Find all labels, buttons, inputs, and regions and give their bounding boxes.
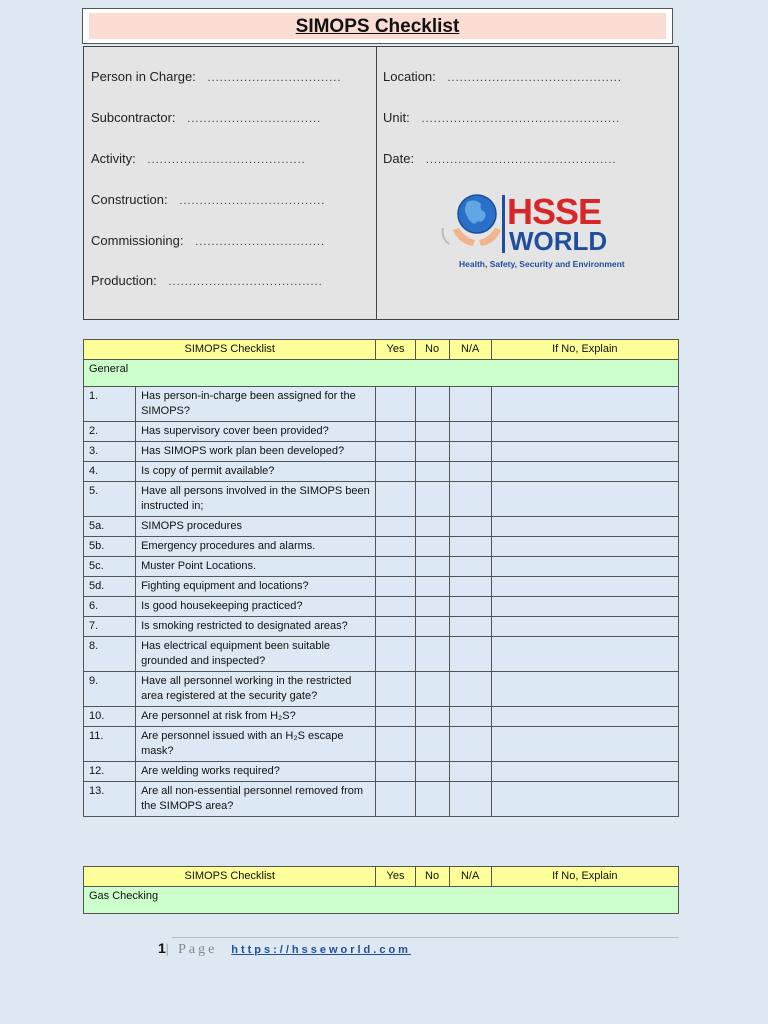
section-row-gas	[84, 887, 679, 914]
explain-cell[interactable]	[491, 577, 678, 597]
na-cell[interactable]	[449, 597, 491, 617]
yes-cell[interactable]	[376, 557, 415, 577]
no-cell[interactable]	[415, 387, 449, 422]
table-header-row	[84, 867, 679, 887]
explain-cell[interactable]	[491, 727, 678, 762]
item-number: 4.	[84, 462, 136, 482]
no-cell[interactable]	[415, 557, 449, 577]
no-cell[interactable]	[415, 517, 449, 537]
section-label-general: General	[84, 360, 679, 387]
explain-cell[interactable]	[491, 597, 678, 617]
item-number: 5d.	[84, 577, 136, 597]
date-label: Date:	[383, 151, 415, 166]
general-checklist-table	[83, 339, 679, 817]
na-cell[interactable]	[449, 637, 491, 672]
na-cell[interactable]	[449, 577, 491, 597]
item-question: Are all non-essential personnel removed from the SIMOPS area?	[136, 782, 376, 817]
explain-cell[interactable]	[491, 557, 678, 577]
na-cell[interactable]	[449, 727, 491, 762]
no-cell[interactable]	[415, 782, 449, 817]
person-in-charge-label: Person in Charge:	[91, 69, 196, 84]
explain-cell[interactable]	[491, 422, 678, 442]
checklist-row	[84, 577, 679, 597]
checklist-row	[84, 672, 679, 707]
no-cell[interactable]	[415, 422, 449, 442]
item-number: 9.	[84, 672, 136, 707]
fill-line: .................................................	[413, 113, 621, 125]
page-word: | Page	[165, 942, 218, 957]
footer-rule	[172, 937, 679, 938]
logo-brand-top: HSSE	[507, 191, 602, 232]
explain-cell[interactable]	[491, 517, 678, 537]
commissioning-field	[91, 233, 325, 248]
person-in-charge-field	[91, 69, 341, 84]
header-na: N/A	[449, 340, 491, 360]
yes-cell[interactable]	[376, 597, 415, 617]
checklist-row	[84, 422, 679, 442]
activity-field	[91, 151, 306, 166]
yes-cell[interactable]	[376, 707, 415, 727]
gas-checklist-table	[83, 866, 679, 914]
fill-line: ...........................................	[439, 72, 622, 84]
item-number: 3.	[84, 442, 136, 462]
item-question: Have all persons involved in the SIMOPS been instructed in;	[136, 482, 376, 517]
checklist-row	[84, 637, 679, 672]
item-number: 7.	[84, 617, 136, 637]
no-cell[interactable]	[415, 577, 449, 597]
checklist-row	[84, 537, 679, 557]
unit-label: Unit:	[383, 110, 410, 125]
explain-cell[interactable]	[491, 537, 678, 557]
info-box	[83, 46, 679, 320]
na-cell[interactable]	[449, 482, 491, 517]
title-box	[82, 8, 673, 44]
location-label: Location:	[383, 69, 436, 84]
no-cell[interactable]	[415, 707, 449, 727]
date-field	[383, 151, 616, 166]
page-footer	[158, 940, 411, 958]
item-question: Has supervisory cover been provided?	[136, 422, 376, 442]
header-no: No	[415, 867, 449, 887]
yes-cell[interactable]	[376, 577, 415, 597]
checklist-row	[84, 462, 679, 482]
item-number: 13.	[84, 782, 136, 817]
page-title	[89, 13, 666, 39]
na-cell[interactable]	[449, 422, 491, 442]
na-cell[interactable]	[449, 387, 491, 422]
item-number: 1.	[84, 387, 136, 422]
section-row-general	[84, 360, 679, 387]
explain-cell[interactable]	[491, 762, 678, 782]
na-cell[interactable]	[449, 617, 491, 637]
explain-cell[interactable]	[491, 482, 678, 517]
checklist-row	[84, 617, 679, 637]
header-yes: Yes	[376, 867, 415, 887]
explain-cell[interactable]	[491, 617, 678, 637]
subcontractor-field	[91, 110, 321, 125]
no-cell[interactable]	[415, 537, 449, 557]
unit-field	[383, 110, 620, 125]
production-field	[91, 273, 323, 288]
explain-cell[interactable]	[491, 387, 678, 422]
info-divider	[376, 47, 377, 319]
subcontractor-label: Subcontractor:	[91, 110, 176, 125]
logo-tagline: Health, Safety, Security and Environment	[459, 259, 625, 269]
na-cell[interactable]	[449, 442, 491, 462]
yes-cell[interactable]	[376, 762, 415, 782]
explain-cell[interactable]	[491, 462, 678, 482]
item-number: 5b.	[84, 537, 136, 557]
fill-line: .................................	[199, 72, 342, 84]
fill-line: ......................................	[160, 276, 323, 288]
yes-cell[interactable]	[376, 462, 415, 482]
na-cell[interactable]	[449, 782, 491, 817]
logo-brand-bottom: WORLD	[509, 226, 608, 256]
header-checklist: SIMOPS Checklist	[84, 867, 376, 887]
hsse-world-logo	[439, 191, 625, 272]
item-question: Is good housekeeping practiced?	[136, 597, 376, 617]
explain-cell[interactable]	[491, 672, 678, 707]
item-question: Emergency procedures and alarms.	[136, 537, 376, 557]
item-question: SIMOPS procedures	[136, 517, 376, 537]
logo-divider	[502, 195, 505, 253]
no-cell[interactable]	[415, 672, 449, 707]
na-cell[interactable]	[449, 517, 491, 537]
item-question: Has electrical equipment been suitable grounded and inspected?	[136, 637, 376, 672]
item-question: Are personnel at risk from H₂S?	[136, 707, 376, 727]
yes-cell[interactable]	[376, 442, 415, 462]
item-number: 10.	[84, 707, 136, 727]
construction-field	[91, 192, 325, 207]
no-cell[interactable]	[415, 462, 449, 482]
activity-label: Activity:	[91, 151, 136, 166]
yes-cell[interactable]	[376, 482, 415, 517]
checklist-row	[84, 782, 679, 817]
no-cell[interactable]	[415, 762, 449, 782]
table-header-row	[84, 340, 679, 360]
checklist-row	[84, 557, 679, 577]
item-number: 2.	[84, 422, 136, 442]
header-explain: If No, Explain	[491, 340, 678, 360]
fill-line: .................................	[179, 113, 322, 125]
na-cell[interactable]	[449, 557, 491, 577]
fill-line: ....................................	[171, 195, 326, 207]
na-cell[interactable]	[449, 537, 491, 557]
no-cell[interactable]	[415, 442, 449, 462]
item-number: 8.	[84, 637, 136, 672]
item-question: Are welding works required?	[136, 762, 376, 782]
yes-cell[interactable]	[376, 537, 415, 557]
fill-line: .......................................	[139, 154, 306, 166]
checklist-row	[84, 597, 679, 617]
yes-cell[interactable]	[376, 617, 415, 637]
checklist-row	[84, 727, 679, 762]
page-title-text: SIMOPS Checklist	[295, 16, 460, 37]
explain-cell[interactable]	[491, 707, 678, 727]
item-number: 6.	[84, 597, 136, 617]
item-question: Has SIMOPS work plan been developed?	[136, 442, 376, 462]
header-yes: Yes	[376, 340, 415, 360]
page-number: 1	[158, 940, 166, 956]
yes-cell[interactable]	[376, 782, 415, 817]
no-cell[interactable]	[415, 617, 449, 637]
item-question: Are personnel issued with an H₂S escape mask?	[136, 727, 376, 762]
explain-cell[interactable]	[491, 442, 678, 462]
fill-line: ...............................................	[417, 154, 617, 166]
na-cell[interactable]	[449, 707, 491, 727]
checklist-row	[84, 707, 679, 727]
website-link[interactable]: https://hsseworld.com	[231, 944, 411, 956]
item-question: Is smoking restricted to designated areas?	[136, 617, 376, 637]
header-na: N/A	[449, 867, 491, 887]
no-cell[interactable]	[415, 727, 449, 762]
item-question: Fighting equipment and locations?	[136, 577, 376, 597]
fill-line: ................................	[187, 236, 326, 248]
na-cell[interactable]	[449, 672, 491, 707]
item-question: Is copy of permit available?	[136, 462, 376, 482]
globe-icon	[439, 192, 503, 256]
item-number: 12.	[84, 762, 136, 782]
no-cell[interactable]	[415, 597, 449, 617]
checklist-row	[84, 442, 679, 462]
checklist-row	[84, 387, 679, 422]
commissioning-label: Commissioning:	[91, 233, 184, 248]
item-number: 5a.	[84, 517, 136, 537]
yes-cell[interactable]	[376, 422, 415, 442]
item-question: Has person-in-charge been assigned for the SIMOPS?	[136, 387, 376, 422]
location-field	[383, 69, 622, 84]
production-label: Production:	[91, 273, 157, 288]
no-cell[interactable]	[415, 637, 449, 672]
item-number: 5.	[84, 482, 136, 517]
yes-cell[interactable]	[376, 727, 415, 762]
na-cell[interactable]	[449, 462, 491, 482]
item-number: 5c.	[84, 557, 136, 577]
checklist-row	[84, 762, 679, 782]
item-number: 11.	[84, 727, 136, 762]
section-label-gas: Gas Checking	[84, 887, 679, 914]
yes-cell[interactable]	[376, 387, 415, 422]
no-cell[interactable]	[415, 482, 449, 517]
item-question: Have all personnel working in the restricted area registered at the security gate?	[136, 672, 376, 707]
checklist-row	[84, 482, 679, 517]
yes-cell[interactable]	[376, 672, 415, 707]
explain-cell[interactable]	[491, 782, 678, 817]
yes-cell[interactable]	[376, 517, 415, 537]
item-question: Muster Point Locations.	[136, 557, 376, 577]
header-no: No	[415, 340, 449, 360]
construction-label: Construction:	[91, 192, 168, 207]
explain-cell[interactable]	[491, 637, 678, 672]
na-cell[interactable]	[449, 762, 491, 782]
header-explain: If No, Explain	[491, 867, 678, 887]
yes-cell[interactable]	[376, 637, 415, 672]
checklist-row	[84, 517, 679, 537]
header-checklist: SIMOPS Checklist	[84, 340, 376, 360]
